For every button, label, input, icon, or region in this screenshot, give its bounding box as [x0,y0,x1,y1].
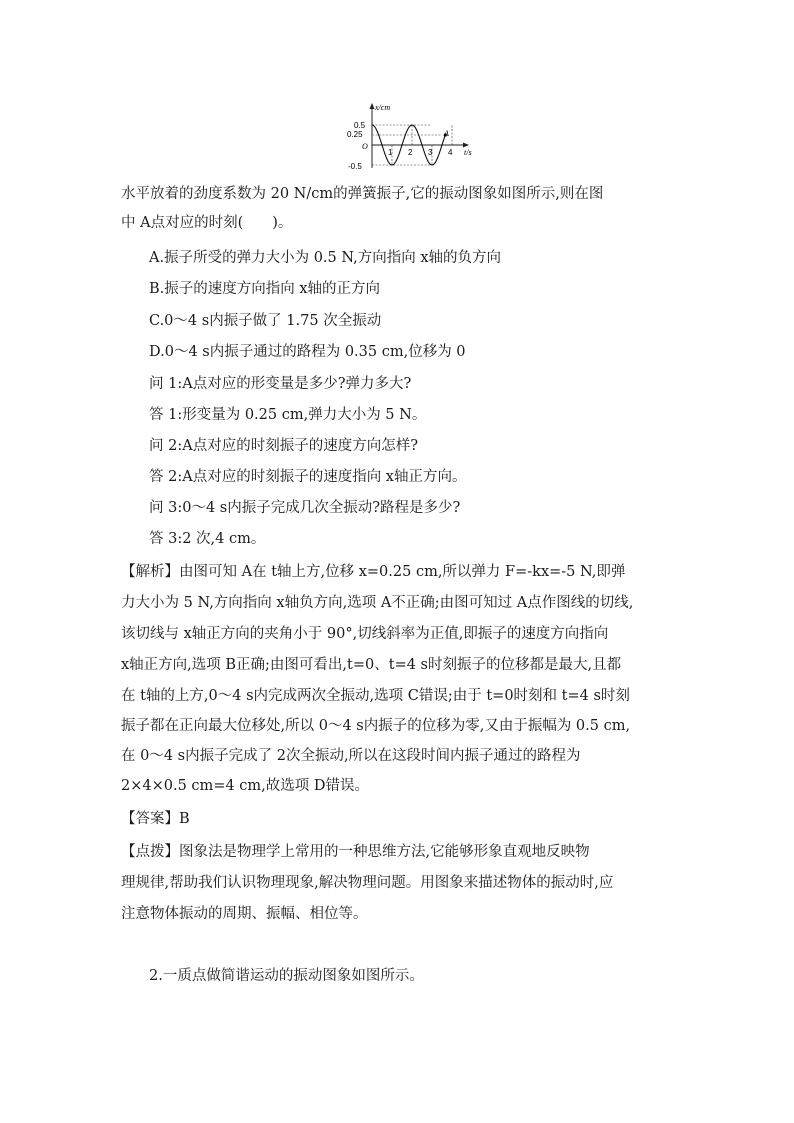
analysis-line4: x轴正方向,选项 B正确;由图可看出,t=0、t=4 s时刻振子的位移都是最大,且都 [121,657,622,673]
answer-2: 答 2:A点对应的时刻振子的速度指向 x轴正方向。 [149,469,467,485]
tip-line3: 注意物体振动的周期、振幅、相位等。 [121,906,368,922]
question-3: 问 3:0～4 s内振子完成几次全振动?路程是多少? [149,500,461,516]
question-stem-line2: 中 A点对应的时刻( )。 [121,215,293,231]
option-c: C.0～4 s内振子做了 1.75 次全振动 [149,313,382,329]
y-tick-neg0.5: -0.5 [348,162,362,171]
y-axis-arrow [370,103,375,109]
analysis-line7: 在 0～4 s内振子完成了 2次全振动,所以在这段时间内振子通过的路程为 [121,748,581,764]
analysis-line8: 2×4×0.5 cm=4 cm,故选项 D错误。 [121,778,369,794]
vibration-graph [340,100,480,172]
origin-label: O [362,142,368,151]
tip-line2: 理规律,帮助我们认识物理现象,解决物理问题。用图象来描述物体的振动时,应 [121,875,614,891]
x-axis-label: t/s [464,148,472,157]
x-tick-4: 4 [448,148,453,157]
x-tick-1: 1 [388,148,393,157]
answer-1: 答 1:形变量为 0.25 cm,弹力大小为 5 N。 [149,407,427,423]
tip-line1: 【点拨】图象法是物理学上常用的一种思维方法,它能够形象直观地反映物 [121,844,590,860]
option-d: D.0～4 s内振子通过的路程为 0.35 cm,位移为 0 [149,344,466,360]
option-a: A.振子所受的弹力大小为 0.5 N,方向指向 x轴的负方向 [149,250,502,266]
question-stem-line1: 水平放着的劲度系数为 20 N/cm的弹簧振子,它的振动图象如图所示,则在图 [121,186,604,202]
option-b: B.振子的速度方向指向 x轴的正方向 [149,281,381,297]
y-tick-0.5: 0.5 [354,121,366,130]
analysis-line3: 该切线与 x轴正方向的夹角小于 90°,切线斜率为正值,即振子的速度方向指向 [121,626,609,642]
x-tick-3: 3 [428,148,433,157]
y-tick-0.25: 0.25 [347,130,363,139]
answer-3: 答 3:2 次,4 cm。 [149,531,266,547]
question-2: 问 2:A点对应的时刻振子的速度方向怎样? [149,438,418,454]
point-a-label: A [444,129,449,138]
x-tick-2: 2 [408,148,413,157]
next-question: 2.一质点做简谐运动的振动图象如图所示。 [149,968,424,984]
y-axis-label: x/cm [375,103,391,112]
analysis-line1: 【解析】由图可知 A在 t轴上方,位移 x=0.25 cm,所以弹力 F=-kx=-5 N,即弹 [121,564,626,580]
question-1: 问 1:A点对应的形变量是多少?弹力多大? [149,376,412,392]
answer-label: 【答案】B [121,811,190,827]
analysis-line5: 在 t轴的上方,0～4 s内完成两次全振动,选项 C错误;由于 t=0时刻和 t=4 s时刻 [121,688,630,704]
analysis-line6: 振子都在正向最大位移处,所以 0～4 s内振子的位移为零,又由于振幅为 0.5 cm, [121,718,631,734]
analysis-line2: 力大小为 5 N,方向指向 x轴负方向,选项 A不正确;由图可知过 A点作图线的切线, [121,595,634,611]
x-axis-arrow [463,143,469,148]
